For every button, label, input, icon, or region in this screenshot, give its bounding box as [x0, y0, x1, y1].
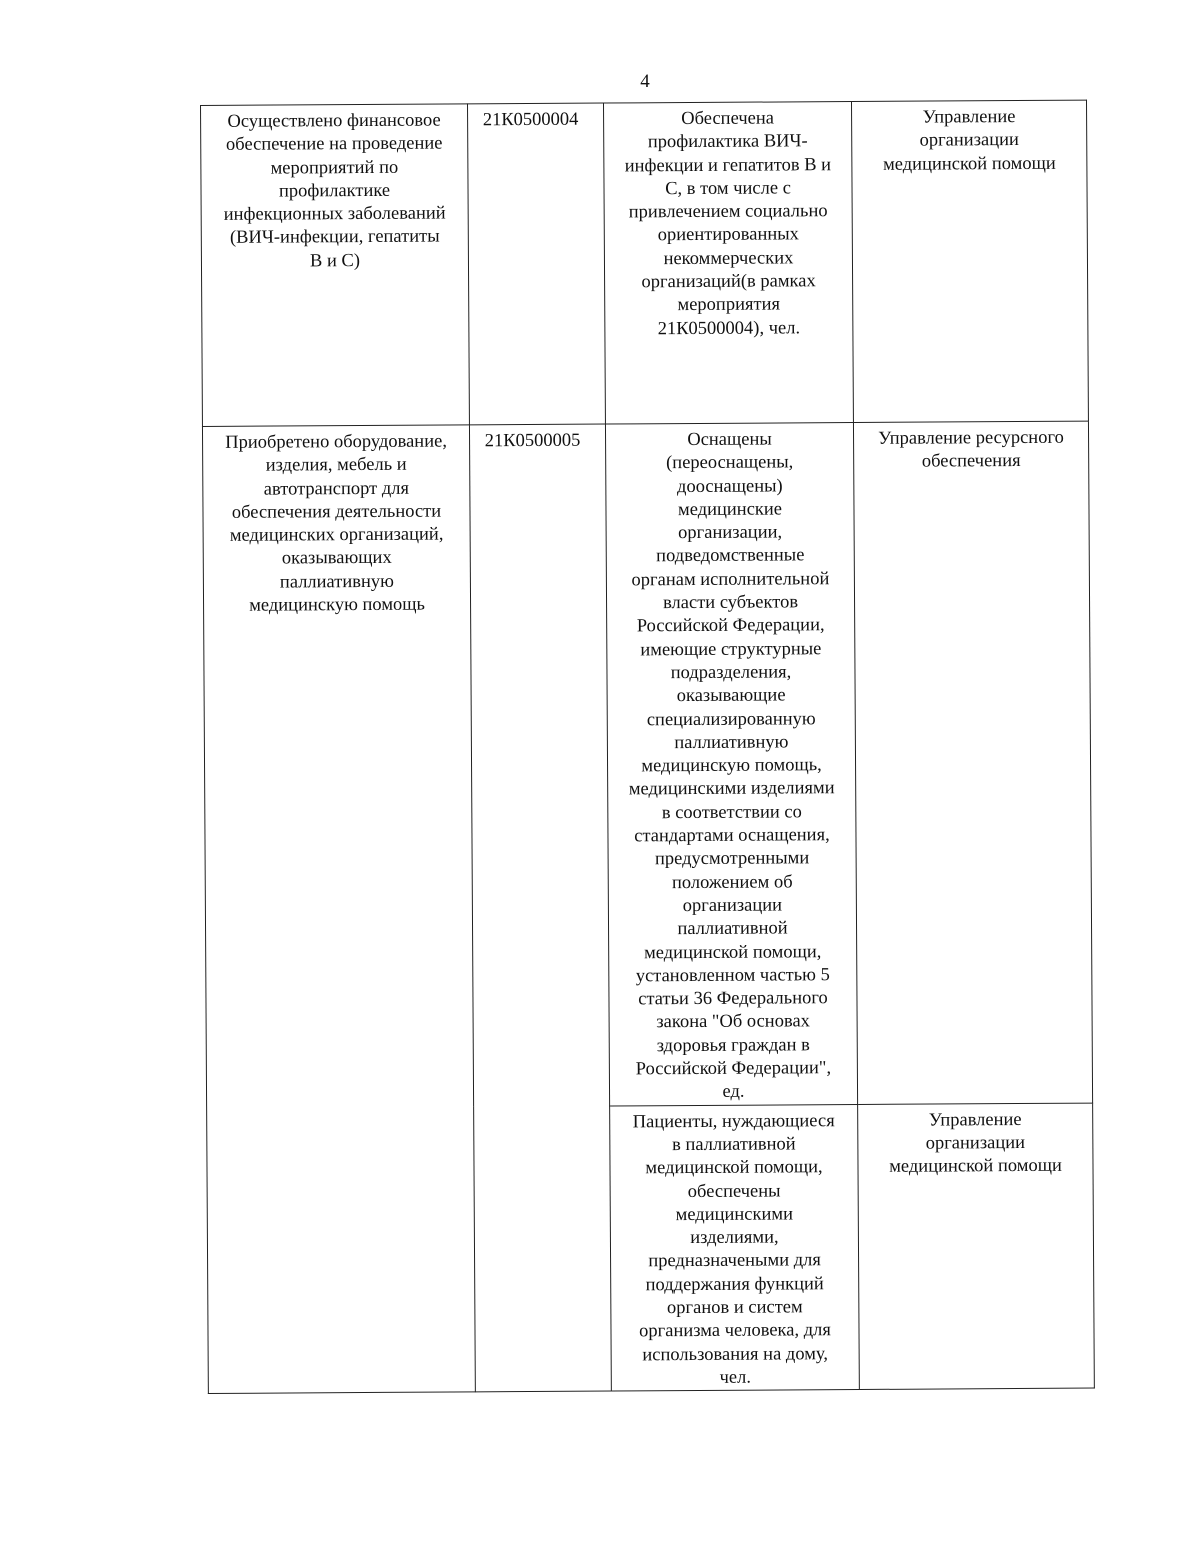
responsible-cell	[851, 100, 1088, 422]
code-cell	[469, 424, 611, 1392]
table-row	[201, 100, 1089, 426]
indicator-text: Пациенты, нуждающиеся в паллиативной медицинской помощи, обеспечены медицинскими изделиями, предназначеными для поддержания функций органов и систем организма человека, для использования на дому, чел.	[632, 1110, 835, 1388]
result-cell	[202, 425, 475, 1394]
indicator-cell	[603, 102, 853, 425]
responsible-text: Управление ресурсного обеспечения	[878, 427, 1064, 472]
indicator-text: Оснащены (переоснащены, дооснащены) медицинские организации, подведомственные органам исполнительной власти субъектов Российской Федерации, имеющие структурные подразделения, оказывающие специализированную паллиативную медицинскую помощь, медицинскими изделиями в соответствии со стандартами оснащения, предусмотренными положением об организации паллиативной медицинской помощи, установленном частью 5 статьи 36 Федерального закона "Об основах здоровья граждан в Российской Федерации", ед.	[628, 429, 835, 1103]
table-row	[202, 421, 1092, 1108]
measures-table	[200, 100, 1095, 1395]
responsible-cell	[853, 421, 1092, 1104]
code-cell	[467, 103, 605, 425]
result-cell	[201, 104, 470, 427]
indicator-cell	[610, 1104, 860, 1391]
code-text: 21К0500005	[484, 430, 581, 452]
indicator-text: Обеспечена профилактика ВИЧ- инфекции и гепатитов В и С, в том числе с привлечением социально ориентированных некоммерческих организаций(в рамках мероприятия 21К0500004), чел.	[624, 108, 832, 339]
responsible-text: Управление организации медицинской помощи	[883, 107, 1056, 175]
code-text: 21К0500004	[482, 109, 579, 131]
page-number: 4	[640, 71, 650, 92]
responsible-cell	[858, 1103, 1095, 1390]
indicator-cell	[605, 423, 857, 1106]
result-text: Приобретено оборудование, изделия, мебель и автотранспорт для обеспечения деятельности медицинских организаций, оказывающих паллиативную медицинскую помощь	[225, 431, 447, 616]
result-text: Осуществлено финансовое обеспечение на проведение мероприятий по профилактике инфекционных заболеваний (ВИЧ-инфекции, гепатиты В и С)	[223, 110, 446, 272]
responsible-text: Управление организации медицинской помощи	[889, 1109, 1062, 1178]
